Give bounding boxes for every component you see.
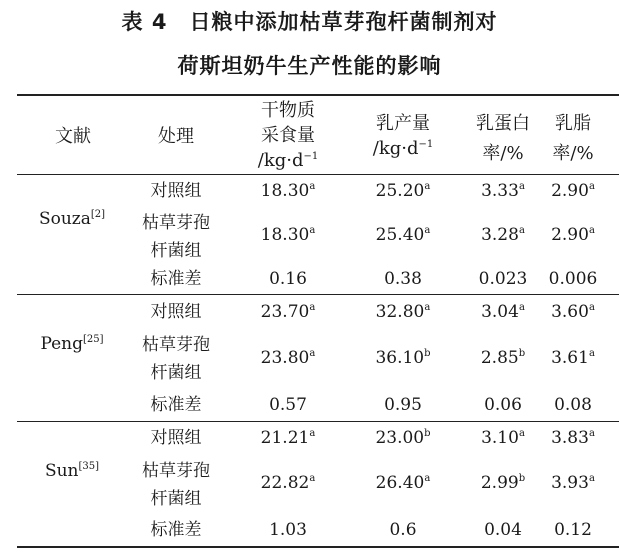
fat-value: 2.90$^a$ (551, 181, 595, 201)
protein-value: 3.10$^a$ (481, 428, 525, 448)
milk-value: 0.38 (384, 269, 422, 289)
header-protein-line2: 率/% (482, 143, 524, 164)
protein-value: 2.99$^b$ (480, 473, 526, 493)
treatment-control: 对照组 (150, 181, 202, 201)
table-number: 表 4 (121, 10, 168, 34)
protein-value: 0.04 (484, 520, 522, 540)
ref-sun: Sun[35] (44, 461, 100, 481)
protein-value: 3.04$^a$ (481, 302, 525, 322)
fat-value: 0.08 (554, 395, 592, 415)
milk-value: 25.20$^a$ (375, 181, 431, 201)
ref-souza: Souza[2] (38, 209, 106, 229)
milk-value: 32.80$^a$ (375, 302, 431, 322)
dmi-value: 0.57 (269, 395, 307, 415)
header-bottom-rule (17, 174, 619, 175)
treatment-sd: 标准差 (150, 520, 202, 540)
treatment-control: 对照组 (150, 302, 202, 322)
table-caption-line1 (0, 6, 619, 36)
header-protein-line1: 乳蛋白 (476, 113, 530, 134)
header-dmi-line1: 干物质 (261, 100, 315, 121)
dmi-value: 22.82$^a$ (260, 473, 316, 493)
milk-value: 25.40$^a$ (375, 225, 431, 245)
header-fat-line2: 率/% (552, 143, 594, 164)
dmi-value: 18.30$^a$ (260, 181, 316, 201)
header-fat-line1: 乳脂 (555, 113, 591, 134)
treatment-bacillus: 枯草芽孢 杆菌组 (142, 461, 210, 509)
table-caption-line2: 荷斯坦奶牛生产性能的影响 (177, 54, 442, 78)
dmi-value: 23.80$^a$ (260, 348, 316, 368)
fat-value: 2.90$^a$ (551, 225, 595, 245)
treatment-sd: 标准差 (150, 395, 202, 415)
milk-value: 36.10$^b$ (375, 348, 431, 368)
milk-value: 26.40$^a$ (375, 473, 431, 493)
header-dmi-line2: 采食量 (261, 125, 315, 146)
group-divider-rule (17, 421, 619, 422)
protein-value: 3.33$^a$ (481, 181, 525, 201)
fat-value: 3.83$^a$ (551, 428, 595, 448)
dmi-value: 23.70$^a$ (260, 302, 316, 322)
protein-value: 0.023 (478, 269, 528, 289)
dmi-value: 1.03 (269, 520, 307, 540)
treatment-bacillus: 枯草芽孢 杆菌组 (142, 213, 210, 261)
dmi-value: 21.21$^a$ (260, 428, 316, 448)
dmi-value: 0.16 (269, 269, 307, 289)
header-milk-unit: $/kg\cdot d^{-1}$ (372, 138, 434, 159)
protein-value: 0.06 (484, 395, 522, 415)
header-milk-line1: 乳产量 (376, 113, 430, 134)
milk-value: 0.95 (384, 395, 422, 415)
milk-value: 23.00$^b$ (375, 428, 431, 448)
treatment-bacillus: 枯草芽孢 杆菌组 (142, 335, 210, 383)
treatment-sd: 标准差 (150, 269, 202, 289)
milk-value: 0.6 (389, 520, 417, 540)
fat-value: 3.61$^a$ (551, 348, 595, 368)
ref-peng: Peng[25] (40, 334, 104, 354)
table-top-rule (17, 94, 619, 96)
fat-value: 3.60$^a$ (551, 302, 595, 322)
protein-value: 3.28$^a$ (481, 225, 525, 245)
table-title-part1: 日粮中添加枯草芽孢杆菌制剂对 (189, 10, 498, 34)
header-treatment: 处理 (158, 126, 194, 147)
header-dmi-unit: $/kg\cdot d^{-1}$ (257, 150, 319, 171)
group-divider-rule (17, 294, 619, 295)
fat-value: 0.006 (548, 269, 598, 289)
treatment-control: 对照组 (150, 428, 202, 448)
dmi-value: 18.30$^a$ (260, 225, 316, 245)
protein-value: 2.85$^b$ (480, 348, 526, 368)
header-ref: 文献 (55, 126, 91, 147)
fat-value: 3.93$^a$ (551, 473, 595, 493)
fat-value: 0.12 (554, 520, 592, 540)
table-bottom-rule (17, 546, 619, 548)
